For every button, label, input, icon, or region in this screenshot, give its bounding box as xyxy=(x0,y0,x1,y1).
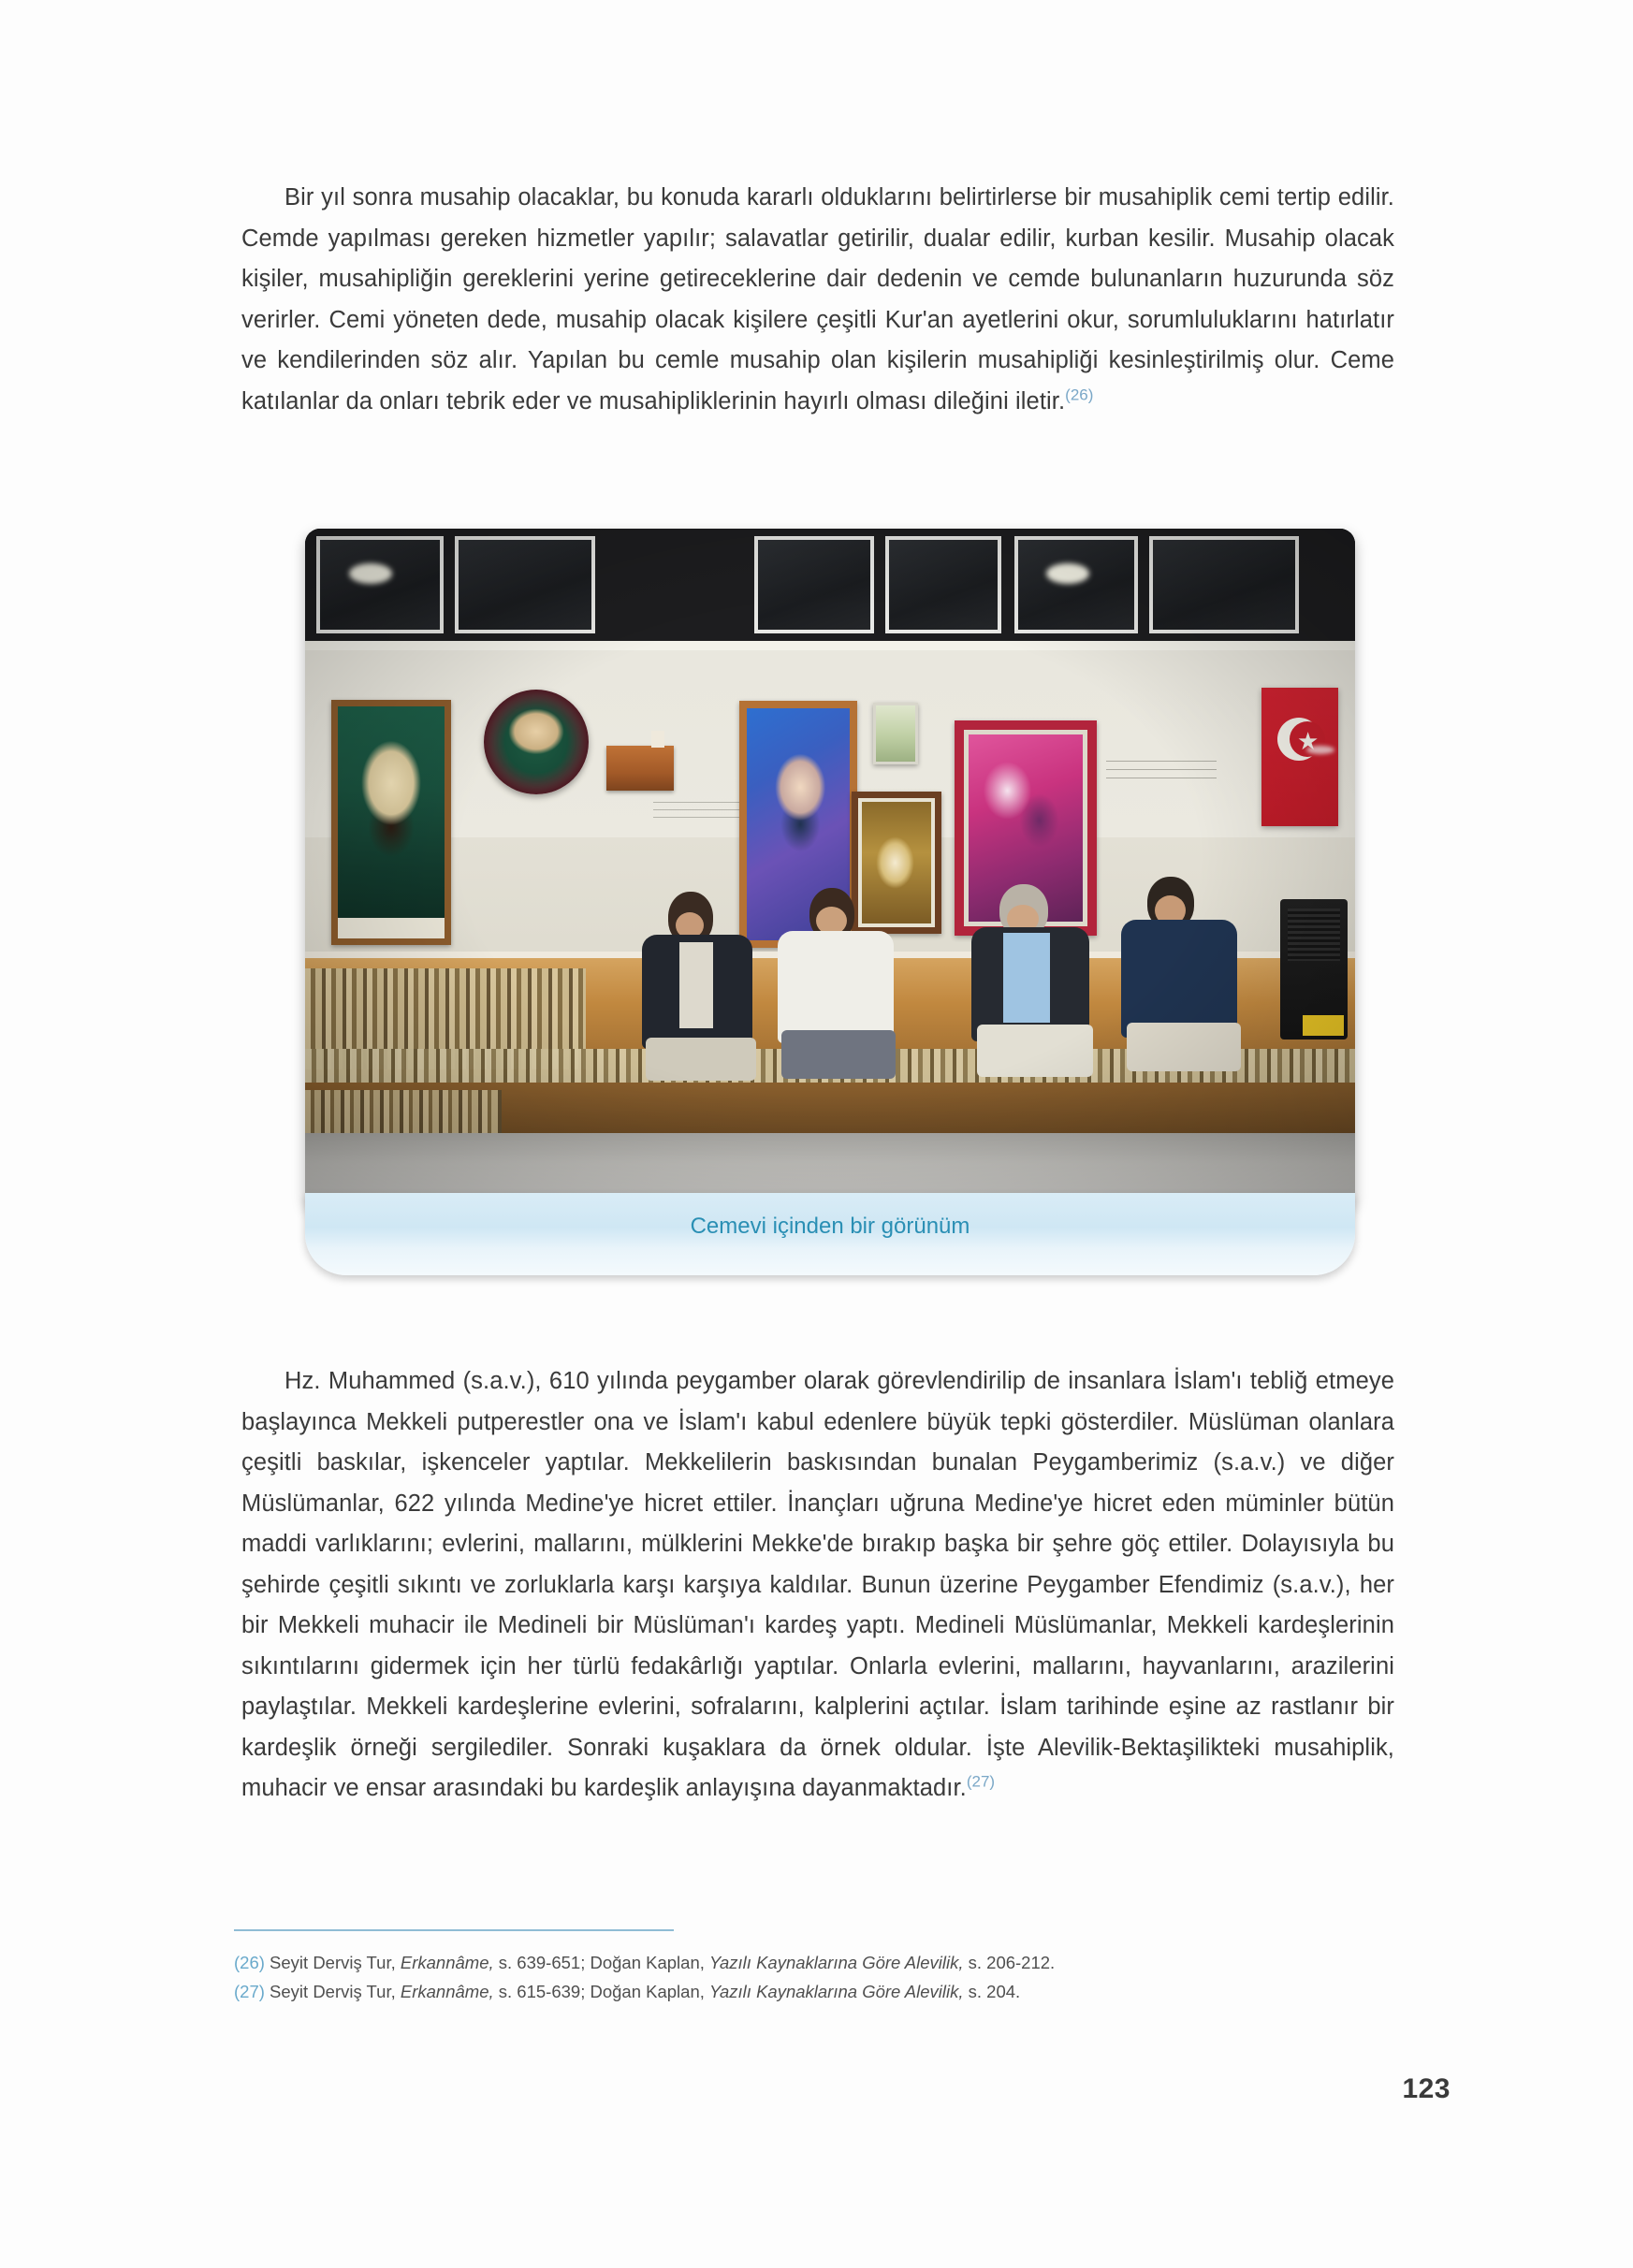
footnote-ref-27[interactable]: (27) xyxy=(966,1772,996,1791)
person-legs xyxy=(781,1030,896,1079)
window-pane xyxy=(455,536,595,633)
paragraph-top-text: Bir yıl sonra musahip olacaklar, bu konuda kararlı olduklarını belirtirlerse bir musahiplik cemi tertip edilir. Cemde yapılması gereken hizmetler yapılır; salavatlar getirilir, dualar edilir, kurban kesilir. Musahip olacak kişiler, musahipliğin gereklerini yerine getireceklerine dair dedenin ve cemde bulunanların huzurunda söz verirler. Cemi yöneten dede, musahip olacak kişilere çeşitli Kur'an ayetlerini okur, sorumluluklarını hatırlatır ve kendilerinden söz alır. Yapılan bu cemle musahip olan kişilerin musahipliği kesinleştirilmiş olur. Ceme katılanlar da onları tebrik eder ve musahipliklerinin hayırlı olması dileğini iletir. xyxy=(241,184,1394,414)
yellow-marker xyxy=(1303,1015,1344,1036)
carpet-pattern xyxy=(305,1090,502,1139)
footnote-work-2: Yazılı Kaynaklarına Göre Alevilik, xyxy=(709,1953,964,1972)
footnote-author-2: Doğan Kaplan, xyxy=(590,1953,705,1972)
seated-person xyxy=(778,888,899,1109)
wall-texture-lines xyxy=(1106,761,1217,785)
seated-person xyxy=(971,884,1095,1109)
footnote-work-1: Erkannâme, xyxy=(400,1982,494,2001)
footnote-pages-2: s. 206-212. xyxy=(968,1953,1056,1972)
footnote-work-1: Erkannâme, xyxy=(400,1953,494,1972)
paragraph-bottom xyxy=(241,1361,1394,1810)
person-body xyxy=(642,935,752,1049)
footnote-number: (27) xyxy=(234,1982,265,2001)
window-pane xyxy=(885,536,1001,633)
footnote-item xyxy=(234,1977,1404,2006)
figure-caption: Cemevi içinden bir görünüm xyxy=(690,1214,970,1239)
seated-person xyxy=(640,892,756,1107)
window-pane xyxy=(1149,536,1299,633)
turkish-flag-icon xyxy=(1261,688,1338,826)
person-legs xyxy=(977,1025,1093,1077)
portrait-ali-green-icon xyxy=(331,700,451,945)
figure-cemevi xyxy=(305,529,1355,1282)
footnote-item xyxy=(234,1948,1404,1977)
person-body xyxy=(778,931,894,1043)
page-number: 123 xyxy=(1402,2073,1451,2104)
small-green-frame-icon xyxy=(873,703,918,764)
window-pane xyxy=(1014,536,1138,633)
person-body xyxy=(1121,920,1237,1038)
footnote-ref-26[interactable]: (26) xyxy=(1065,385,1094,403)
footnote-pages-1: s. 615-639; xyxy=(498,1982,586,2001)
flag-glare xyxy=(1306,746,1334,754)
footnote-pages-2: s. 204. xyxy=(968,1982,1021,2001)
footnote-author-2: Doğan Kaplan, xyxy=(590,1982,705,2001)
window-pane xyxy=(316,536,444,633)
photo-cemevi-interior xyxy=(305,529,1355,1209)
seated-person xyxy=(1121,877,1241,1105)
footnote-number: (26) xyxy=(234,1953,265,1972)
footnote-author-1: Seyit Derviş Tur, xyxy=(270,1982,396,2001)
round-medallion-portrait-icon xyxy=(484,690,589,794)
person-legs xyxy=(646,1038,756,1081)
paragraph-bottom-text: Hz. Muhammed (s.a.v.), 610 yılında peygamber olarak görevlendirilip de insanlara İslam'ı tebliğ etmeye başlayınca Mekkeli putperestler ona ve İslam'ı kabul edenlere büyük tepki gösterdiler. Müslüman olanlara çeşitli baskılar, işkenceler yaptılar. Mekkelilerin baskısından bunalan Peygamberimiz (s.a.v.) ve diğer Müslümanlar, 622 yılında Medine'ye hicret ettiler. İnançları uğruna Medine'ye hicret eden müminler bütün maddi varlıklarını; evlerini, mallarını, mülklerini Mekke'de bırakıp başka bir şehre göç ettiler. Dolayısıyla bu şehirde çeşitli sıkıntı ve zorluklarla karşı karşıya kaldılar. Bunun üzerine Peygamber Efendimiz (s.a.v.), her bir Mekkeli muhacir ile Medineli bir Müslüman'ı kardeş yaptı. Medineli Müslümanlar, Mekkeli kardeşlerinin sıkıntılarını gidermek için her türlü fedakârlığı yaptılar. Onlarla evlerini, mallarını, hayvanlarını, arazilerini paylaştılar. Mekkeli kardeşlerine evlerini, sofralarını, kalplerini açtılar. İslam tarihinde eşine az rastlanır bir kardeşlik örneği sergilediler. Sonraki kuşaklara da örnek oldular. İşte Alevilik-Bektaşilikteki musahiplik, muhacir ve ensar arasındaki bu kardeşlik anlayışına dayanmaktadır. xyxy=(241,1368,1394,1801)
footnote-pages-1: s. 639-651; xyxy=(498,1953,586,1972)
paragraph-top-block xyxy=(241,178,1394,422)
footnote-author-1: Seyit Derviş Tur, xyxy=(270,1953,396,1972)
wall-shelf xyxy=(606,746,674,791)
photo-frame xyxy=(305,529,1355,1209)
footnote-work-2: Yazılı Kaynaklarına Göre Alevilik, xyxy=(709,1982,964,2001)
person-legs xyxy=(1127,1023,1241,1071)
footnote-separator xyxy=(234,1929,674,1931)
figure-caption-plate xyxy=(305,1193,1355,1275)
paragraph-bottom-block xyxy=(241,1361,1394,1810)
footnote-list xyxy=(234,1948,1404,2006)
paragraph-top xyxy=(241,178,1394,422)
window-pane xyxy=(754,536,874,633)
wall-trim xyxy=(305,641,1355,650)
